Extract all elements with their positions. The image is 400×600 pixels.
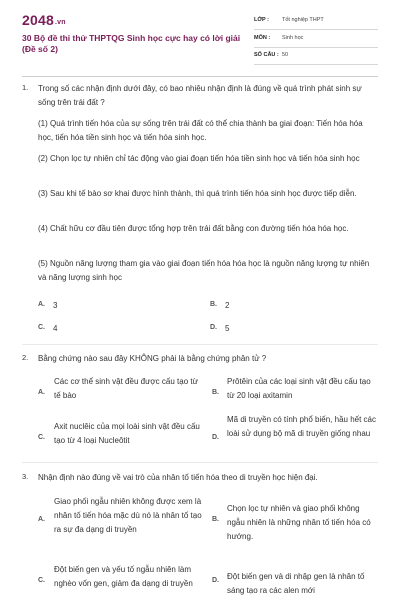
meta-row-count — [254, 50, 378, 65]
statement: (3) Sau khi tế bào sơ khai được hình thành, thì quá trình tiến hóa sinh học được tiếp diễn. — [38, 189, 357, 198]
meta-row-subject — [254, 33, 378, 48]
question-text: Bằng chứng nào sau đây KHÔNG phải là bằng chứng phân tử ? — [38, 354, 267, 363]
document-meta — [254, 15, 378, 68]
option-text: Chọn lọc tự nhiên và giao phối không ngẫu nhiên là những nhân tố tiến hóa có hướng. — [227, 504, 371, 541]
meta-row-class — [254, 15, 378, 30]
option-text: Prôtêin của các loại sinh vật đều cấu tạo từ 20 loại axitamin — [227, 377, 371, 400]
statement: (1) Quá trình tiến hóa của sự sống trên trái đất có thể chia thành ba giai đoạn: Tiến hóa hóa học, tiến hóa tiền sinh học và tiến hóa sinh học. — [38, 119, 363, 142]
meta-value: Tốt nghiệp THPT — [282, 17, 324, 23]
option-text: 2 — [225, 301, 230, 310]
question-number: 2. — [22, 353, 29, 362]
logo-text: 2048 — [22, 12, 54, 28]
option-letter: D. — [212, 577, 219, 584]
meta-key: MÔN : — [254, 34, 271, 41]
option-letter: B. — [210, 301, 217, 308]
option-text: Đột biến gen và yếu tố ngẫu nhiên làm nghèo vốn gen, giảm đa dạng di truyền — [54, 565, 193, 588]
header-divider — [22, 76, 378, 77]
option-text: 4 — [53, 324, 58, 333]
option-text: Giao phối ngẫu nhiên không được xem là nhân tố tiến hóa mặc dù nó là nhân tố tạo ra sự đa dạng di truyền — [54, 497, 202, 534]
statement: (2) Chọn lọc tự nhiên chỉ tác động vào giai đoạn tiến hóa tiền sinh học và tiến hóa sinh học — [38, 154, 360, 163]
option-letter: A. — [38, 516, 45, 523]
statement: (5) Nguồn năng lượng tham gia vào giai đoạn tiến hóa hóa học là nguồn năng lượng tự nhiên và năng lượng sinh học — [38, 259, 370, 282]
option-letter: B. — [212, 516, 219, 523]
site-logo[interactable] — [22, 12, 66, 28]
option-text: Axit nuclêic của mọi loài sinh vật đều cấu tạo từ 4 loại Nucleôtit — [54, 422, 200, 445]
option-text: Đột biến gen và di nhập gen là nhân tố sáng tạo ra các alen mới — [227, 572, 365, 595]
meta-value: Sinh học — [282, 34, 304, 41]
question-number: 1. — [22, 83, 29, 92]
option-letter: D. — [210, 324, 217, 331]
option-letter: A. — [38, 389, 45, 396]
option-text: Các cơ thể sinh vật đều được cấu tạo từ tế bào — [54, 377, 198, 400]
option-letter: B. — [212, 389, 219, 396]
question-divider — [22, 344, 378, 345]
option-letter: D. — [212, 434, 219, 441]
option-letter: C. — [38, 324, 45, 331]
option-letter: C. — [38, 577, 45, 584]
meta-key: LỚP : — [254, 17, 269, 23]
option-letter: A. — [38, 301, 45, 308]
meta-key: SỐ CÂU : — [254, 52, 279, 58]
meta-value: 50 — [282, 52, 289, 58]
option-text: Mã di truyền có tính phổ biến, hầu hết các loài sử dụng bộ mã di truyền giống nhau — [227, 415, 376, 438]
question-number: 3. — [22, 472, 29, 481]
question-text: Nhận định nào đúng về vai trò của nhân tố tiến hóa theo di truyền học hiện đại. — [38, 473, 318, 482]
option-text: 3 — [53, 301, 58, 310]
statement: (4) Chất hữu cơ đầu tiên được tổng hợp trên trái đất bằng con đường tiến hóa hóa học. — [38, 224, 349, 233]
question-text: Trong số các nhận định dưới đây, có bao nhiêu nhận định là đúng về quá trình phát sinh sự sống trên trái đất ? — [38, 84, 362, 107]
logo-suffix: .vn — [54, 19, 66, 26]
question-divider — [22, 462, 378, 463]
document-title: 30 Bộ đề thi thử THPTQG Sinh học cực hay có lời giải (Đề số 2) — [22, 33, 241, 54]
option-text: 5 — [225, 324, 230, 333]
header — [0, 0, 400, 64]
option-letter: C. — [38, 434, 45, 441]
